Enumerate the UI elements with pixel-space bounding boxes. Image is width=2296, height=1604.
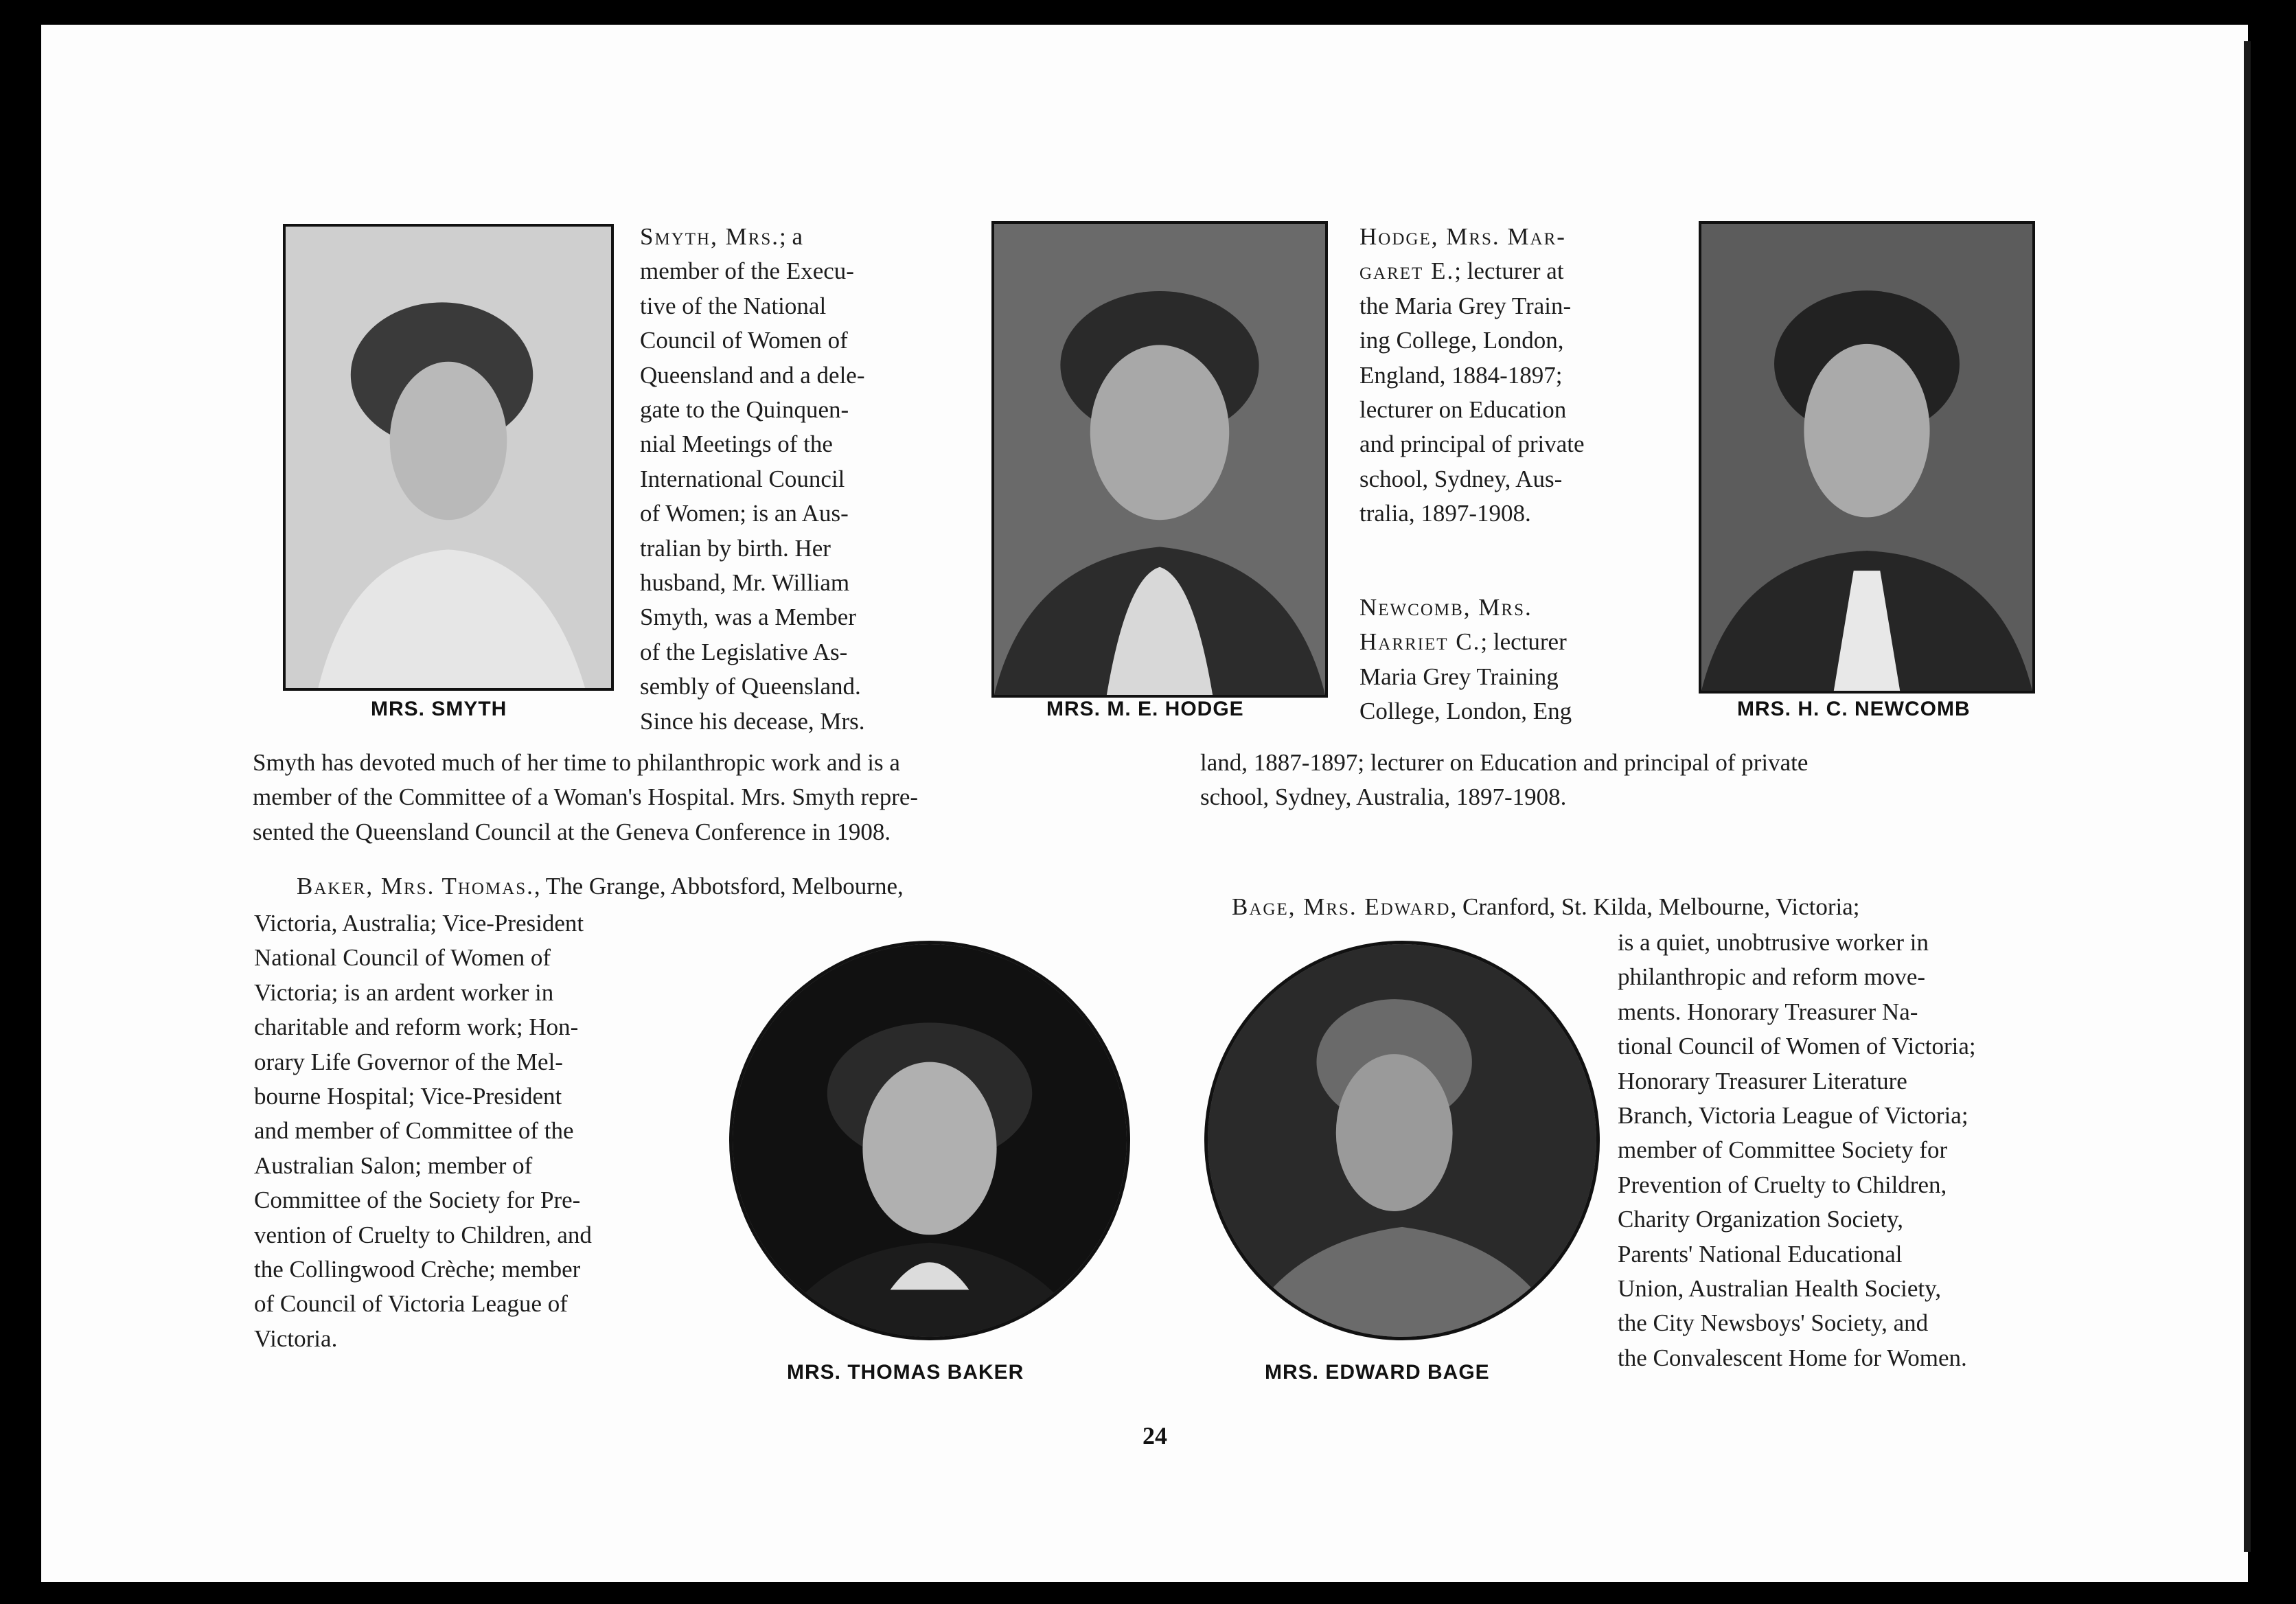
caption-baker: MRS. THOMAS BAKER (787, 1361, 1024, 1384)
page-number: 24 (1143, 1422, 1167, 1450)
entry-newcomb-continuation: land, 1887-1897; lecturer on Education and principal of private school, Sydney, Australia, 1897-1908. (1200, 749, 1809, 811)
entry-smyth-body: ; a member of the Execu- tive of the National Council of Women of Queensland and a dele- gate to the Quinquen- nial Meetings of the International Council of Women; is an Aus- tralian by birth. Her husband, Mr. William Smyth, was a Member of the Legislative As- sembly of Queensland. Since his decease, Mrs. (640, 223, 865, 735)
portrait-bage (1204, 941, 1600, 1340)
entry-smyth-head: Smyth, Mrs. (640, 223, 780, 250)
entry-bage-first-line-text: , Cranford, St. Kilda, Melbourne, Victoria; (1450, 893, 1860, 920)
portrait-smyth (283, 224, 614, 691)
entry-newcomb-head: Newcomb, Mrs. Harriet C. (1359, 594, 1532, 656)
caption-hodge: MRS. M. E. HODGE (1046, 698, 1244, 720)
entry-bage-first-line (1232, 890, 2097, 924)
entry-hodge-body: ; lecturer at the Maria Grey Train- ing College, London, England, 1884-1897; lecturer on Education and principal of private school, Sydney, Aus- tralia, 1897-1908. (1359, 257, 1585, 527)
entry-bage-head: Bage, Mrs. Edward (1232, 893, 1451, 920)
caption-bage: MRS. EDWARD BAGE (1265, 1361, 1490, 1384)
entry-bage-column: is a quiet, unobtrusive worker in philanthropic and reform move- ments. Honorary Treasurer Na- tional Council of Women of Victoria; Honorary Treasurer Literature Branch, Victoria League of Victoria; member of Committee Society for Prevention of Cruelty to Children, Charity Organization Society, Parents' National Educational Union, Australian Health Society, the City Newsboys' Society, and the Convalescent Home for Women. (1618, 929, 1976, 1371)
entry-baker-first-line-text: , The Grange, Abbotsford, Melbourne, (533, 873, 904, 900)
entry-baker-first-line (297, 869, 1175, 904)
caption-newcomb: MRS. H. C. NEWCOMB (1737, 698, 1971, 720)
portrait-baker (729, 941, 1130, 1340)
entry-newcomb-column (1359, 591, 1696, 729)
portrait-hodge (991, 221, 1328, 698)
entry-smyth-continuation: Smyth has devoted much of her time to philanthropic work and is a member of the Committee of a Woman's Hospital. Mrs. Smyth repre- sented the Queensland Council at the Geneva Conference in 1908. (253, 749, 919, 845)
caption-smyth: MRS. SMYTH (371, 698, 507, 720)
binding-edge (2244, 41, 2251, 1552)
entry-baker-head: Baker, Mrs. Thomas. (297, 873, 534, 900)
entry-hodge-head: Hodge, Mrs. Mar- garet E. (1359, 223, 1566, 285)
entry-baker-column: Victoria, Australia; Vice-President National Council of Women of Victoria; is an ardent worker in charitable and reform work; Hon- orary Life Governor of the Mel- bourne Hospital; Vice-President and member of Committee of the Australian Salon; member of Committee of the Society for Pre- vention of Cruelty to Children, and the Collingwood Crèche; member of Council of Victoria League of Victoria. (254, 910, 592, 1352)
entry-newcomb-body: ; lecturer Maria Grey Training College, London, Eng (1359, 628, 1572, 725)
entry-smyth-column (640, 220, 975, 739)
entry-hodge-column (1359, 220, 1696, 531)
book-page (41, 25, 2248, 1582)
portrait-newcomb (1699, 221, 2035, 694)
